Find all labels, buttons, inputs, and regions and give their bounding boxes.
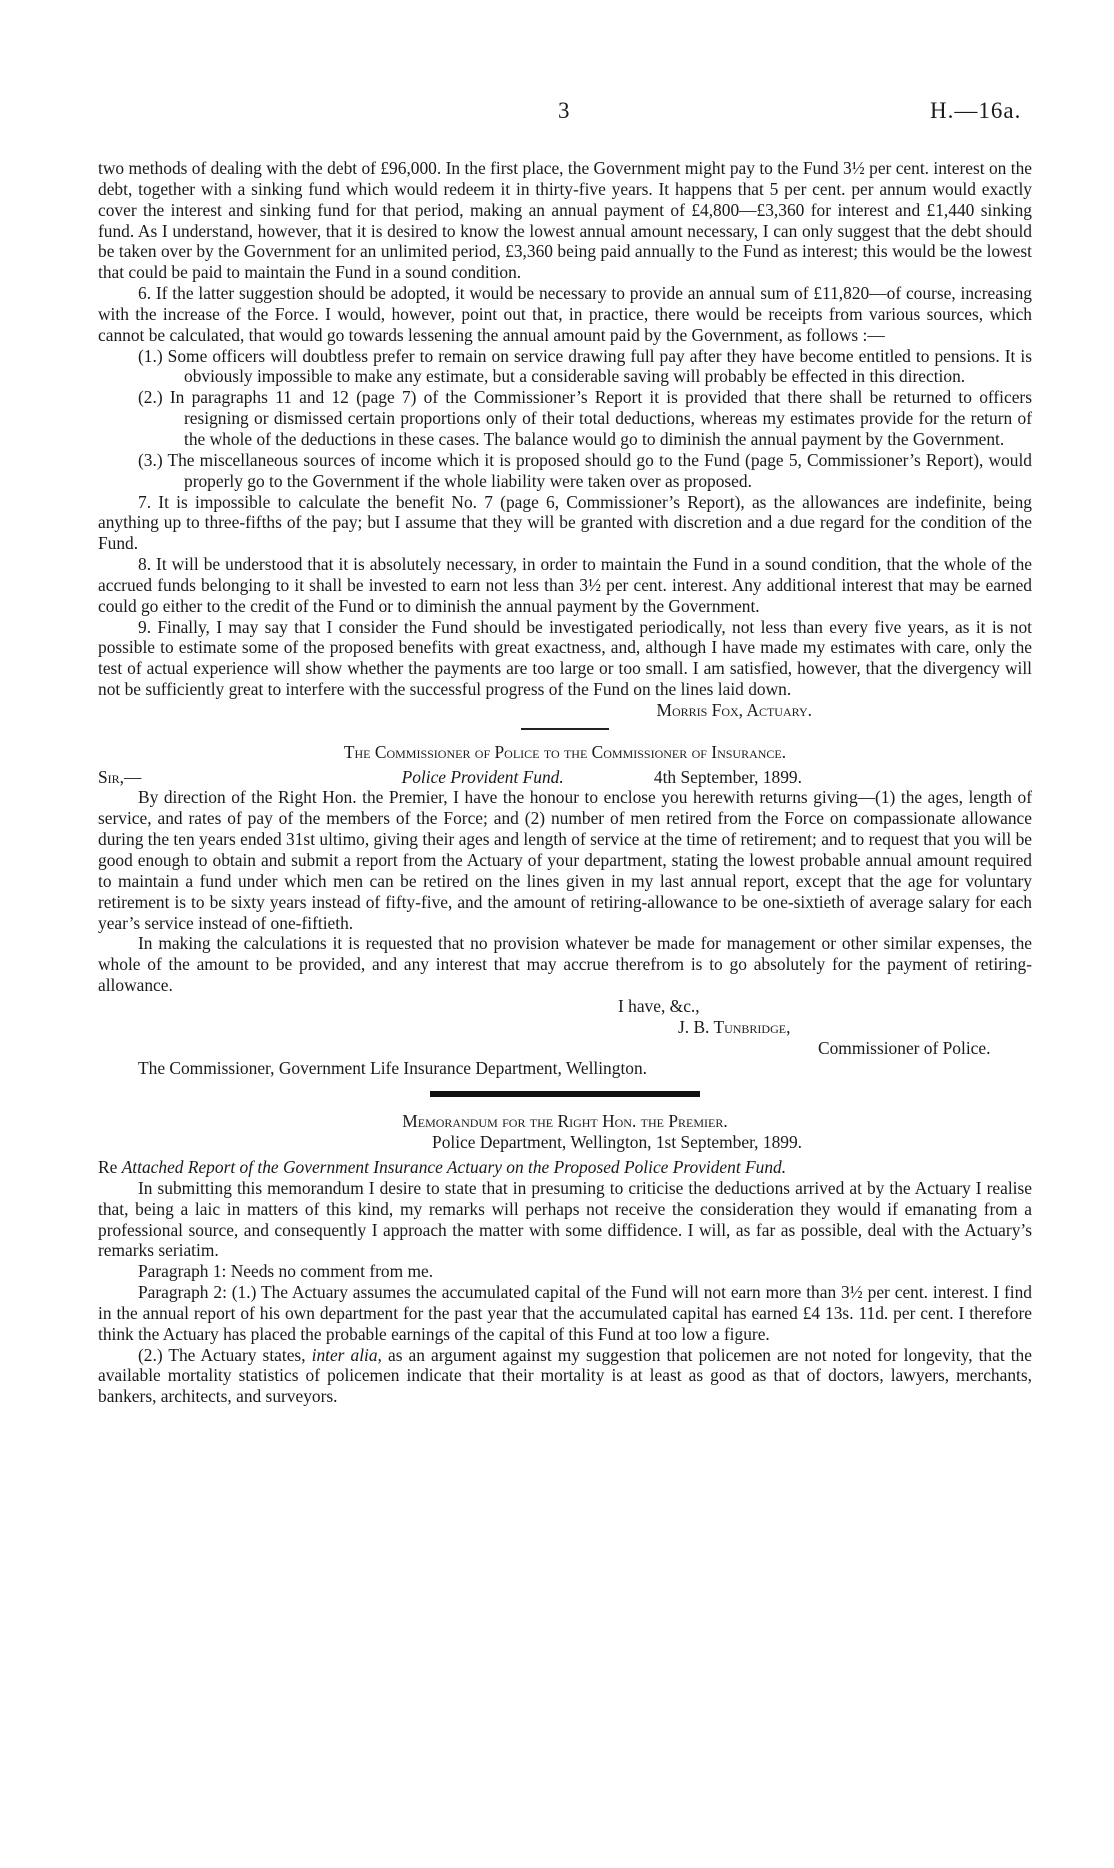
paragraph-7: 7. It is impossible to calculate the benefit No. 7 (page 6, Commissioner’s Report), as the allowances are indefinite, being anything up to three-fifths of the pay; but I assume that they will be granted with discretion and a due regard for the condition of the Fund. — [98, 491, 1032, 554]
paragraph-8: 8. It will be understood that it is absolutely necessary, in order to maintain the Fund in a sound condition, that the whole of the accrued funds belonging to it shall be invested to earn not less than 3½ per cent. interest. Any additional interest that may be earned could go either to the credit of the Fund or to diminish the annual payment by the Government. — [98, 554, 1032, 616]
list-item-3: (3.) The miscellaneous sources of income which it is proposed should go to the Fund (page 5, Commissioner’s Report), would properly go to the Government if the whole liability were taken over as proposed. — [138, 449, 1032, 491]
list-item-1: (1.) Some officers will doubtless prefer to remain on service drawing full pay after they have become entitled to pensions. It is obviously impossible to make any estimate, but a considerable saving will probably be effected in this direction. — [138, 345, 1032, 387]
salutation: Sir,— — [98, 766, 142, 787]
paragraph-continuation: two methods of dealing with the debt of £96,000. In the first place, the Government might pay to the Fund 3½ per cent. interest on the debt, together with a sinking fund which would redeem it in thirty-five years. It happens that 5 per cent. per annum would exactly cover the interest and sinking fund for that period, making an annual payment of £4,800—£3,360 for interest and £1,440 sinking fund. As I understand, however, that it is desired to know the lowest annual amount necessary, I can only suggest that the debt should be taken over by the Government for an unlimited period, £3,360 being paid annually to the Fund as interest; this would be the lowest that could be paid to maintain the Fund in a sound condition. — [98, 158, 1032, 283]
letter-addressee: The Commissioner, Government Life Insurance Department, Wellington. — [138, 1058, 648, 1079]
letter-paragraph-1: By direction of the Right Hon. the Premier, I have the honour to enclose you herewith returns giving—(1) the ages, length of service, and rates of pay of the members of the Force; and (2) number of men retired from the Force on compassionate allowance during the ten years ended 31st ultimo, giving their ages and length of service at the time of retirement; and to request that you will be good enough to obtain and submit a report from the Actuary of your department, stating the lowest probable annual amount required to maintain a fund under which men can be retired on the lines given in my last annual report, except that the age for voluntary retirement is to be sixty years instead of fifty-five, and the amount of retiring-allowance to be one-sixtieth of average salary for each year’s service instead of one-fiftieth. — [98, 787, 1032, 933]
actuary-signature: Morris Fox, Actuary. — [656, 699, 812, 720]
letter-dateline — [98, 767, 1032, 788]
letter-date: 4th September, 1899. — [653, 766, 802, 787]
letter-signatory: J. B. Tunbridge, — [678, 1016, 791, 1037]
page-number: 3 — [558, 98, 570, 123]
document-reference: H.—16a. — [930, 98, 1022, 123]
memo-subject: Re Attached Report of the Government Insurance Actuary on the Proposed Police Provident Fund. — [98, 1156, 787, 1177]
letter-signatory-title: Commissioner of Police. — [818, 1037, 991, 1058]
memo-paragraph-2: Paragraph 1: Needs no comment from me. — [138, 1261, 434, 1282]
memo-paragraph-4: (2.) The Actuary states, inter alia, as an argument against my suggestion that policemen are not noted for longevity, that the available mortality statistics of policemen indicate that their mortality is at least as good as that of doctors, lawyers, merchants, bankers, architects, and surveyors. — [98, 1344, 1032, 1407]
paragraph-6: 6. If the latter suggestion should be adopted, it would be necessary to provide an annual sum of £11,820—of course, increasing with the increase of the Force. I would, however, point out that, in practice, there would be receipts from various sources, which cannot be calculated, that would go towards lessening the annual amount paid by the Government, as follows :— — [98, 283, 1032, 345]
memo-paragraph-1: In submitting this memorandum I desire to state that in presuming to criticise the deductions arrived at by the Actuary I realise that, being a laic in matters of this kind, my remarks will perhaps not receive the consideration they would if emanating from a professional source, and consequently I approach the matter with some diffidence. I will, as far as possible, deal with the Actuary’s remarks seriatim. — [98, 1177, 1032, 1261]
letter-heading: The Commissioner of Police to the Commissioner of Insurance. — [343, 741, 787, 762]
list-item-2: (2.) In paragraphs 11 and 12 (page 7) of the Commissioner’s Report it is provided that there shall be returned to officers resigning or dismissed certain proportions only of their total deductions, whereas my estimates provide for the return of the whole of the deductions in these cases. The balance would go to diminish the annual payment by the Government. — [138, 387, 1032, 449]
section-divider-heavy — [430, 1091, 700, 1097]
section-divider — [521, 728, 609, 730]
letter-subject: Police Provident Fund. — [401, 766, 564, 787]
paragraph-9: 9. Finally, I may say that I consider the Fund should be investigated periodically, not less than every five years, as it is not possible to estimate some of the proposed benefits with great exactness, and, although I have made my estimates with care, only the test of actual experience will show whether the payments are too large or too small. I am satisfied, however, that the divergency will not be sufficiently great to interfere with the successful progress of the Fund on the lines laid down. — [98, 616, 1032, 700]
document-body — [98, 158, 1032, 1407]
memo-paragraph-3: Paragraph 2: (1.) The Actuary assumes the accumulated capital of the Fund will not earn more than 3½ per cent. interest. I find in the annual report of his own department for the past year that the accumulated capital has earned £4 13s. 11d. per cent. I therefore think the Actuary has placed the probable earnings of the capital of this Fund at too low a figure. — [98, 1282, 1032, 1344]
letter-closing: I have, &c., — [618, 995, 700, 1016]
memo-heading: Memorandum for the Right Hon. the Premier. — [402, 1111, 728, 1132]
letter-paragraph-2: In making the calculations it is requested that no provision whatever be made for management or other similar expenses, the whole of the amount to be provided, and any interest that may accrue therefrom is to go absolutely for the payment of retiring-allowance. — [98, 933, 1032, 996]
memo-dateline: Police Department, Wellington, 1st September, 1899. — [432, 1132, 802, 1153]
